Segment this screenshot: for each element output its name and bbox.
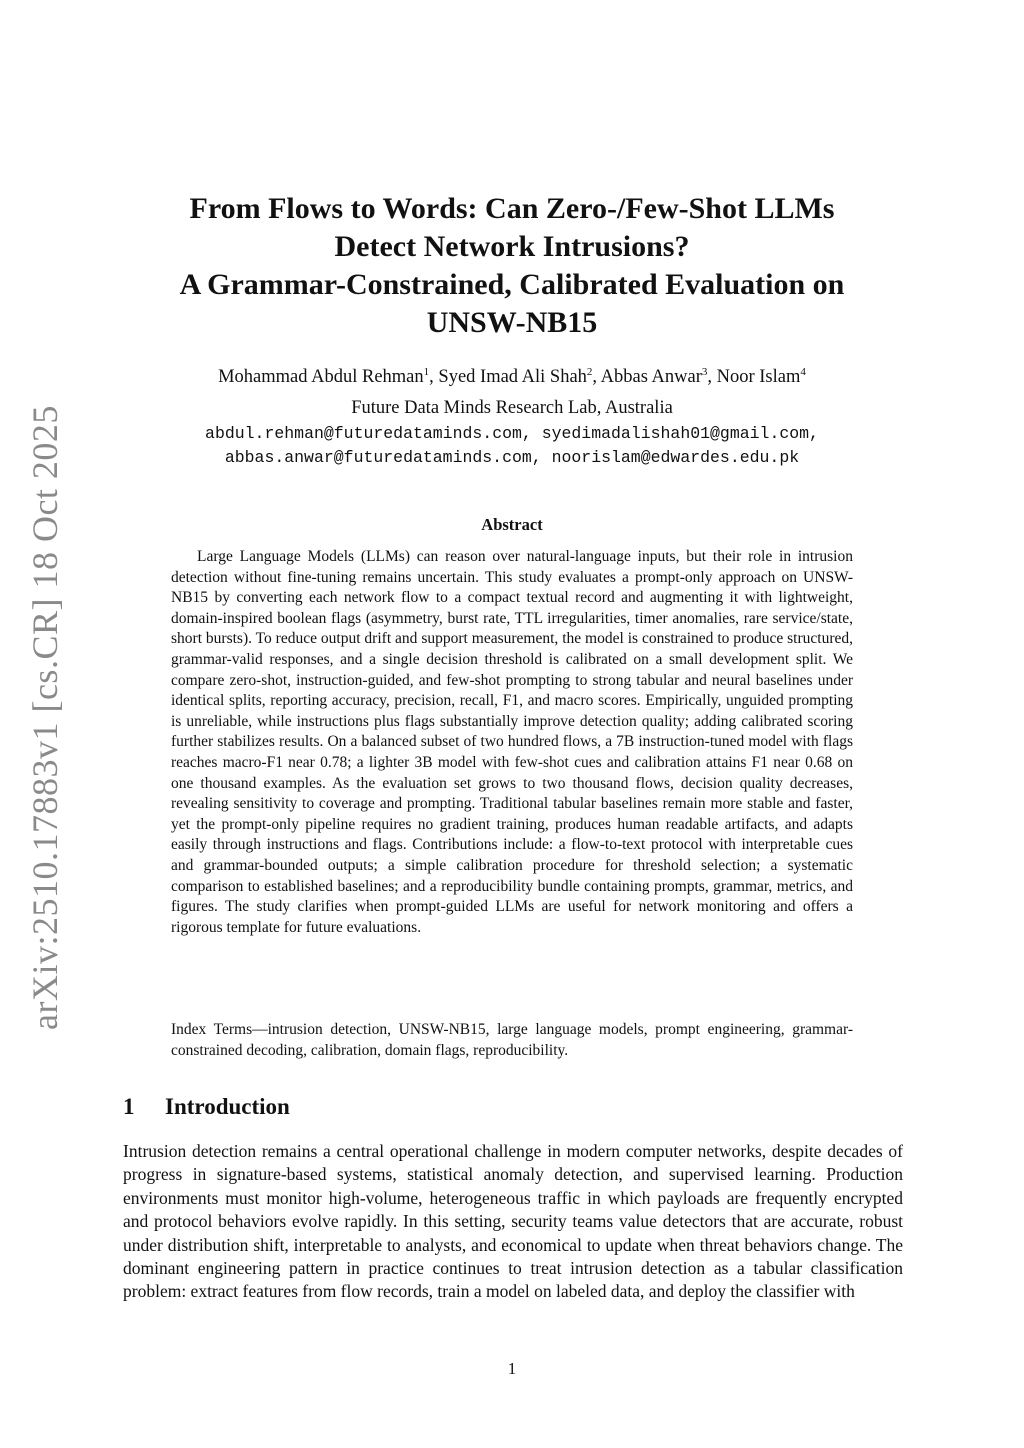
author-name: Noor Islam [716,367,801,387]
author-name: Syed Imad Ali Shah [438,367,587,387]
paper-title [110,190,914,342]
section-title: Introduction [165,1094,290,1119]
section-number: 1 [123,1094,135,1119]
affiliation: Future Data Minds Research Lab, Australia [351,398,673,418]
abstract-text: Large Language Models (LLMs) can reason over natural-language inputs, but their role in intrusion detection without fine-tuning remains uncertain. This study evaluates a prompt-only approach on UNSW-NB15 by converting each network flow to a compact textual record and augmenting it with lightweight, domain-inspired boolean flags (asymmetry, burst rate, TTL irregularities, timer anomalies, rare service/state, short bursts). To reduce output drift and support measurement, the model is constrained to produce structured, grammar-valid responses, and a single decision threshold is calibrated on a small development split. We compare zero-shot, instruction-guided, and few-shot prompting to strong tabular and neural baselines under identical splits, reporting accuracy, precision, recall, F1, and macro scores. Empirically, unguided prompting is unreliable, while instructions plus flags substantially improve detection quality; adding calibrated scoring further stabilizes results. On a balanced subset of two hundred flows, a 7B instruction-tuned model with flags reaches macro-F1 near 0.78; a lighter 3B model with few-shot cues and calibration attains F1 near 0.68 on one thousand examples. As the evaluation set grows to two thousand flows, decision quality decreases, revealing sensitivity to coverage and prompting. Traditional tabular baselines remain more stable and faster, yet the prompt-only pipeline requires no gradient training, produces human readable artifacts, and adapts easily through instructions and flags. Contributions include: a flow-to-text protocol with interpretable cues and grammar-bounded outputs; a simple calibration procedure for threshold selection; a systematic comparison to established baselines; and a reproducibility bundle containing prompts, grammar, metrics, and figures. The study clarifies when prompt-guided LLMs are useful for network monitoring and offers a rigorous template for future evaluations. [171,548,853,936]
author-affiliation-mark: 3 [701,365,708,378]
page-number: 1 [507,1359,517,1378]
index-terms: Index Terms—intrusion detection, UNSW-NB15, large language models, prompt engineering, grammar-constrained decoding, calibration, domain flags, reproducibility. [171,1021,853,1059]
section-heading-introduction [123,1092,903,1122]
email-line-2: abbas.anwar@futuredataminds.com, noorislam@edwardes.edu.pk [224,448,800,467]
introduction-paragraph: Intrusion detection remains a central operational challenge in modern computer networks, despite decades of progress in signature-based systems, statistical anomaly detection, and supervised learning. Production environments must monitor high-volume, heterogeneous traffic in which payloads are frequently encrypted and protocol behaviors evolve rapidly. In this setting, security teams value detectors that are accurate, robust under distribution shift, interpretable to analysts, and economical to update when threat behaviors change. The dominant engineering pattern in practice continues to treat intrusion detection as a tabular classification problem: extract features from flow records, train a model on labeled data, and deploy the classifier with [123,1141,903,1302]
author-affiliation-mark: 4 [800,365,806,378]
title-line-4: UNSW-NB15 [426,306,598,339]
author-name: Mohammad Abdul Rehman [218,367,424,387]
arxiv-identifier-stamp: arXiv:2510.17883v1 [cs.CR] 18 Oct 2025 [25,405,65,1030]
author-affiliation-mark: 2 [586,365,593,378]
author-affiliation-mark: 1 [423,365,430,378]
author-list: Mohammad Abdul Rehman$^1$, Syed Imad Ali Shah$^2$, Abbas Anwar$^3$, Noor Islam$^4$ [218,365,806,387]
title-line-1: From Flows to Words: Can Zero-/Few-Shot LLMs [189,192,835,225]
title-line-3: A Grammar-Constrained, Calibrated Evaluation on [179,268,845,301]
author-emails [110,422,914,470]
title-line-2: Detect Network Intrusions? [334,230,690,263]
abstract-heading: Abstract [481,515,543,534]
author-name: Abbas Anwar [600,367,702,387]
email-line-1: abdul.rehman@futuredataminds.com, syedimadalishah01@gmail.com, [205,424,819,443]
